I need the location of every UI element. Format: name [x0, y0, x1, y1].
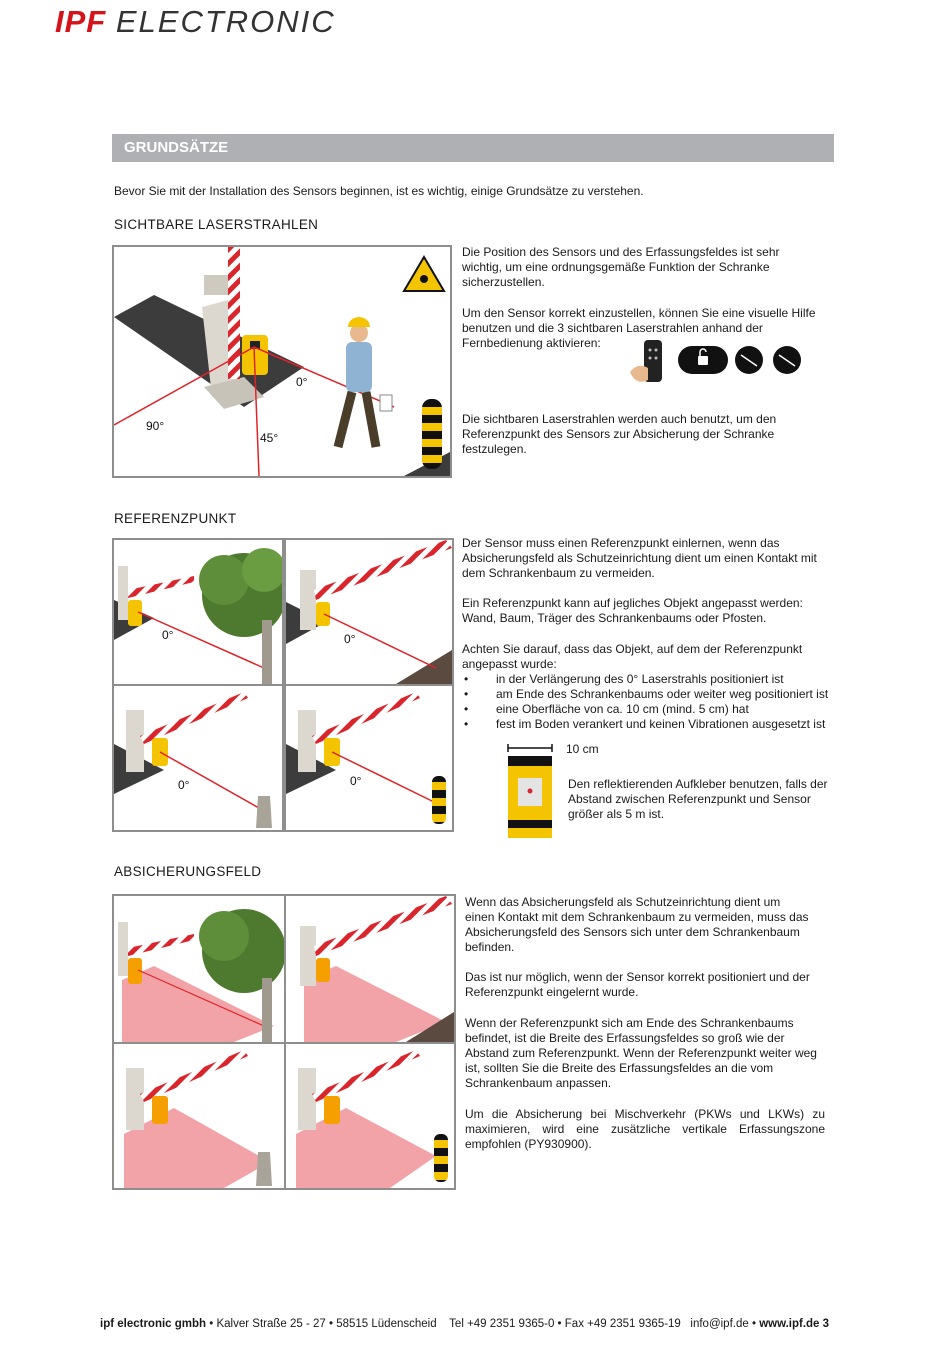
field-heading: ABSICHERUNGSFELD: [114, 864, 262, 879]
remote-control-sequence: [628, 338, 808, 386]
field-paragraph-2: Das ist nur möglich, wenn der Sensor korrekt positioniert und der Referenzpunkt eingelernt wurde.: [465, 970, 810, 999]
section-title: GRUNDSÄTZE: [124, 139, 229, 156]
laser-paragraph-1: Die Position des Sensors und des Erfassungsfeldes ist sehr wichtig, um eine ordnungsgemäße Funktion der Schranke sicherzustellen.: [462, 245, 780, 289]
laser-heading: SICHTBARE LASERSTRAHLEN: [114, 217, 319, 232]
list-item: • am Ende des Schrankenbaums oder weiter weg positioniert ist: [462, 687, 862, 702]
reference-paragraph-2: Ein Referenzpunkt kann auf jegliches Objekt angepasst werden: Wand, Baum, Träger des Schrankenbaums oder Pfosten.: [462, 596, 803, 625]
reference-panel-bollard: [284, 684, 454, 832]
field-paragraph-1: Wenn das Absicherungsfeld als Schutzeinrichtung dient um einen Kontakt mit dem Schrankenbaum zu vermeiden, muss das Absicherungsfeld des Sensors sich unter dem Schrankenbaum befinden.: [465, 895, 809, 954]
laser-paragraph-3: Die sichtbaren Laserstrahlen werden auch benutzt, um den Referenzpunkt des Sensors zur Absicherung der Schranke festzulegen.: [462, 412, 777, 456]
reference-angle-label: 0°: [344, 632, 356, 646]
logo-mark: IPF: [55, 4, 107, 39]
reference-criteria-list: [462, 672, 862, 732]
page-footer: [100, 1318, 829, 1330]
list-item: • eine Oberfläche von ca. 10 cm (mind. 5 cm) hat: [462, 702, 862, 717]
reference-panel-tree: [112, 538, 284, 686]
reference-angle-label: 0°: [178, 778, 190, 792]
field-panel-tree: [112, 894, 286, 1044]
reference-paragraph-1: Der Sensor muss einen Referenzpunkt einlernen, wenn das Absicherungsfeld als Schutzeinrichtung dient um einen Kontakt mit dem Schrankenbaum zu vermeiden.: [462, 536, 817, 580]
reference-panel-post: [112, 684, 284, 832]
list-item: • fest im Boden verankert und keinen Vibrationen ausgesetzt ist: [462, 717, 862, 732]
field-panel-post: [112, 1042, 286, 1190]
reference-paragraph-3: Achten Sie darauf, dass das Objekt, auf dem der Referenzpunkt angepasst wurde:: [462, 642, 803, 671]
reference-heading: REFERENZPUNKT: [114, 511, 237, 526]
section-banner: [112, 134, 834, 162]
footer-company: ipf electronic gmbh: [100, 1318, 207, 1330]
field-panel-bollard: [284, 1042, 456, 1190]
field-illustration-grid: [112, 894, 456, 1190]
field-panel-wall: [284, 894, 456, 1044]
intro-text: Bevor Sie mit der Installation des Sensors beginnen, ist es wichtig, einige Grundsätze zu verstehen.: [114, 184, 644, 198]
sticker-width-label: 10 cm: [566, 742, 599, 756]
angle-label-90: 90°: [146, 419, 165, 433]
laser-illustration: [112, 245, 452, 478]
field-paragraph-3: Wenn der Referenzpunkt sich am Ende des Schrankenbaums befindet, ist die Breite des Erfassungsfeldes so groß wie der Abstand zum Referenzpunkt. Wenn der Referenzpunkt weiter weg ist, sollten Sie die Breite des Erfassungsfeldes an die vom Schrankenbaum anpassen.: [465, 1016, 817, 1090]
sticker-note: Den reflektierenden Aufkleber benutzen, falls der Abstand zwischen Referenzpunkt und Sensor größer als 5 m ist.: [568, 777, 828, 821]
field-paragraph-4: Um die Absicherung bei Mischverkehr (PKWs und LKWs) zu maximieren, wird eine zusätzliche vertikale Erfassungszone empfohlen (PY930900).: [465, 1107, 825, 1151]
list-item: • in der Verlängerung des 0° Laserstrahls positioniert ist: [462, 672, 862, 687]
reference-panel-wall: [284, 538, 454, 686]
reflector-sticker-illustration: [506, 744, 554, 838]
footer-website: www.ipf.de: [759, 1318, 820, 1330]
company-logo: [55, 4, 336, 40]
reference-angle-label: 0°: [162, 628, 174, 642]
angle-label-0: 0°: [296, 375, 308, 389]
laser-paragraph-2: Um den Sensor korrekt einzustellen, können Sie eine visuelle Hilfe benutzen und die 3 sichtbaren Laserstrahlen anhand der Fernbedienung aktivieren:: [462, 306, 816, 350]
page-number: 3: [822, 1318, 830, 1330]
footer-address: • Kalver Straße 25 - 27 • 58515 Lüdenscheid Tel +49 2351 9365-0 • Fax +49 2351 9365-19 info@ipf.de •: [206, 1318, 760, 1330]
reference-angle-label: 0°: [350, 774, 362, 788]
reference-illustration-grid: [112, 538, 454, 832]
logo-wordmark: ELECTRONIC: [115, 4, 336, 39]
angle-label-45: 45°: [260, 431, 279, 445]
